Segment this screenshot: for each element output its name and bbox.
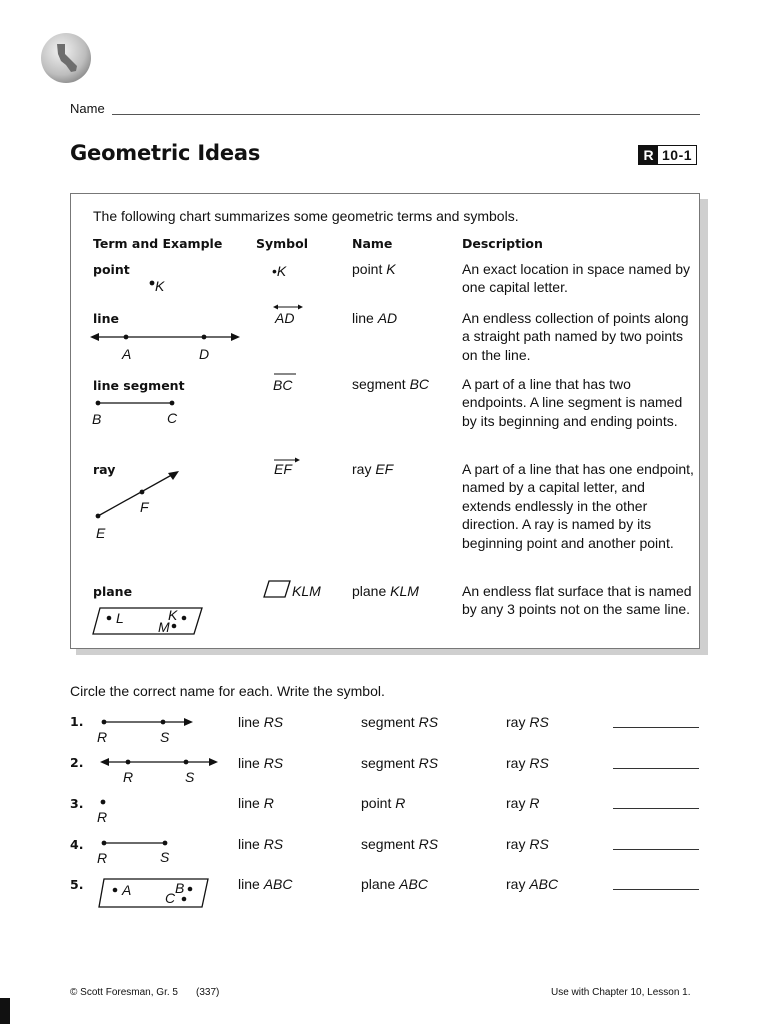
item-3-option-2[interactable]: point R (361, 795, 406, 811)
item-2-number: 2. (70, 755, 84, 770)
item-3-label-r: R (97, 809, 108, 825)
symbol-plane: KLM (292, 583, 321, 599)
footer-copyright: © Scott Foresman, Gr. 5 (70, 987, 178, 998)
symbol-line-segment: BC (273, 377, 293, 393)
item-4-label-r: R (97, 850, 108, 866)
name-write-line[interactable] (112, 114, 700, 115)
lesson-badge (638, 145, 697, 165)
col-header-name: Name (352, 236, 393, 251)
item-1-label-r: R (97, 729, 108, 745)
description-plane: An endless flat surface that is named by any 3 points not on the same line. (462, 583, 692, 618)
item-2-figure (100, 756, 220, 768)
item-2-answer-line[interactable] (613, 768, 699, 769)
item-4-answer-line[interactable] (613, 849, 699, 850)
item-5-answer-line[interactable] (613, 889, 699, 890)
point-figure-label-k: K (155, 278, 165, 294)
exercise-instructions: Circle the correct name for each. Write the symbol. (70, 683, 385, 699)
segment-figure-label-c: C (167, 410, 178, 426)
line-figure-label-a: A (122, 346, 132, 362)
footer-page-number: (337) (196, 987, 220, 998)
ray-figure (93, 468, 183, 522)
item-2-option-1[interactable]: line RS (238, 755, 284, 771)
item-4-label-s: S (160, 849, 170, 865)
item-5-figure (98, 877, 210, 909)
symbol-line: AD (275, 310, 295, 326)
item-3-answer-line[interactable] (613, 808, 699, 809)
item-5-label-c: C (165, 890, 176, 906)
item-3-number: 3. (70, 796, 84, 811)
description-line-segment: A part of a line that has two endpoints. A line segment is named by its beginning and ending points. (462, 376, 683, 429)
plane-figure-label-m: M (158, 619, 170, 635)
item-1-option-2[interactable]: segment RS (361, 714, 439, 730)
corner-mark (0, 998, 10, 1024)
item-1-answer-line[interactable] (613, 727, 699, 728)
item-4-option-1[interactable]: line RS (238, 836, 284, 852)
description-point: An exact location in space named by one capital letter. (462, 261, 691, 296)
col-header-term: Term and Example (93, 236, 223, 251)
item-2-label-r: R (123, 769, 134, 785)
item-3-option-1[interactable]: line R (238, 795, 274, 811)
item-5-option-3[interactable]: ray ABC (506, 876, 559, 892)
item-1-option-1[interactable]: line RS (238, 714, 284, 730)
ray-figure-label-e: E (96, 525, 106, 541)
item-5-number: 5. (70, 877, 84, 892)
item-4-number: 4. (70, 837, 84, 852)
item-3-option-3[interactable]: ray R (506, 795, 540, 811)
description-line: An endless collection of points along a straight path named by two points on the line. (462, 310, 689, 363)
item-5-option-1[interactable]: line ABC (238, 876, 293, 892)
footer-lesson-note: Use with Chapter 10, Lesson 1. (551, 987, 691, 998)
state-logo-icon (40, 32, 92, 84)
term-point: point (93, 262, 130, 277)
name-plane: plane KLM (352, 583, 419, 599)
item-1-figure (100, 716, 194, 728)
symbol-point: •K (272, 263, 287, 279)
col-header-symbol: Symbol (256, 236, 308, 251)
item-4-option-2[interactable]: segment RS (361, 836, 439, 852)
item-5-label-b: B (175, 880, 185, 896)
name-point: point K (352, 261, 396, 277)
plane-symbol-icon (263, 580, 291, 598)
line-figure (90, 330, 242, 344)
item-1-option-3[interactable]: ray RS (506, 714, 549, 730)
symbol-ray: EF (274, 461, 292, 477)
name-label: Name (70, 101, 105, 116)
item-2-label-s: S (185, 769, 195, 785)
item-1-number: 1. (70, 714, 84, 729)
item-2-option-2[interactable]: segment RS (361, 755, 439, 771)
plane-figure-label-k: K (168, 607, 178, 623)
badge-letter: R (639, 146, 658, 164)
item-5-label-a: A (122, 882, 132, 898)
name-line: line AD (352, 310, 398, 326)
chart-intro: The following chart summarizes some geometric terms and symbols. (93, 208, 519, 224)
term-ray: ray (93, 462, 116, 477)
item-4-option-3[interactable]: ray RS (506, 836, 549, 852)
col-header-description: Description (462, 236, 543, 251)
item-1-label-s: S (160, 729, 170, 745)
name-ray: ray EF (352, 461, 394, 477)
item-5-option-2[interactable]: plane ABC (361, 876, 428, 892)
item-3-figure (98, 797, 108, 807)
item-2-option-3[interactable]: ray RS (506, 755, 549, 771)
plane-figure-label-l: L (116, 610, 124, 626)
segment-figure-label-b: B (92, 411, 102, 427)
term-line: line (93, 311, 119, 326)
badge-number: 10-1 (662, 147, 693, 163)
line-figure-label-d: D (199, 346, 210, 362)
description-ray: A part of a line that has one endpoint, named by a capital letter, and extends endlessly in the other direction. A ray is named by its beginning point and another point. (462, 461, 694, 551)
name-line-segment: segment BC (352, 376, 430, 392)
segment-figure (94, 398, 178, 408)
ray-figure-label-f: F (140, 499, 149, 515)
term-line-segment: line segment (93, 378, 185, 393)
plane-figure (92, 606, 204, 636)
page-title: Geometric Ideas (70, 141, 261, 165)
term-plane: plane (93, 584, 133, 599)
